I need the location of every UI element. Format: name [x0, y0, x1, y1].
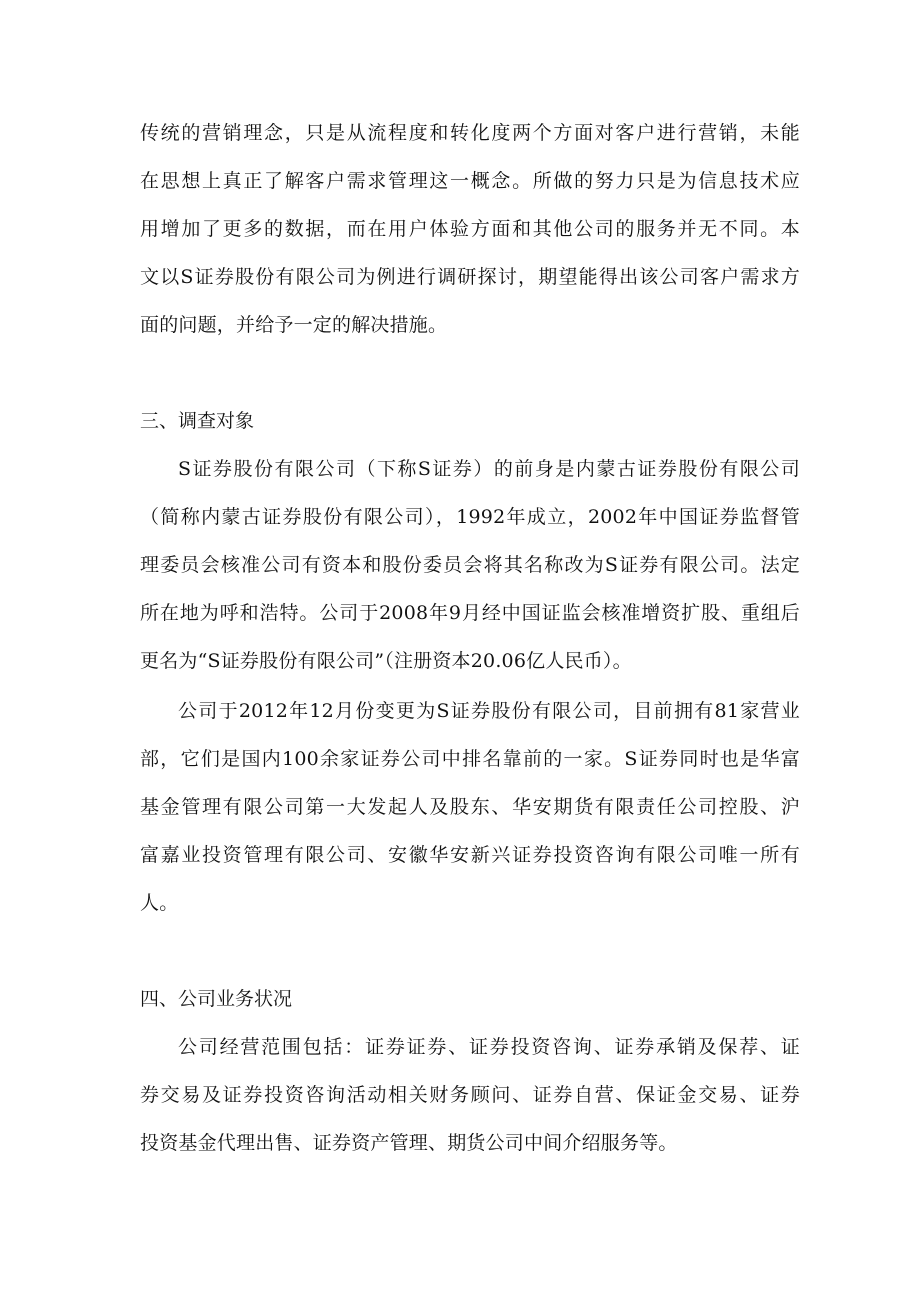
- section3-paragraph1-line: 更名为“S证券股份有限公司”（注册资本20.06亿人民币）。: [140, 650, 632, 672]
- section4-paragraph1-line: 券交易及证券投资咨询活动相关财务顾问、证券自营、保证金交易、证券: [140, 1084, 800, 1106]
- intro-paragraph-line: 在思想上真正了解客户需求管理这一概念。所做的努力只是为信息技术应: [140, 170, 800, 192]
- intro-paragraph-line: 面的问题，并给予一定的解决措施。: [140, 314, 448, 336]
- section-heading-survey-object: 三、调查对象: [140, 410, 255, 432]
- section3-paragraph1-line: 所在地为呼和浩特。公司于2008年9月经中国证监会核准增资扩股、重组后: [140, 602, 800, 624]
- section-heading-business-status: 四、公司业务状况: [140, 988, 293, 1010]
- intro-paragraph-line: 文以S证券股份有限公司为例进行调研探讨，期望能得出该公司客户需求方: [140, 266, 800, 288]
- intro-paragraph-line: 用增加了更多的数据，而在用户体验方面和其他公司的服务并无不同。本: [140, 218, 800, 240]
- section3-paragraph2-line: 部，它们是国内100余家证券公司中排名靠前的一家。S证券同时也是华富: [140, 748, 800, 770]
- section3-paragraph2-line: 人。: [140, 892, 179, 914]
- section4-paragraph1-line: 公司经营范围包括：证券证券、证券投资咨询、证券承销及保荐、证: [178, 1036, 800, 1058]
- section3-paragraph2-line: 公司于2012年12月份变更为S证券股份有限公司，目前拥有81家营业: [178, 700, 800, 722]
- section3-paragraph2-line: 富嘉业投资管理有限公司、安徽华安新兴证券投资咨询有限公司唯一所有: [140, 844, 800, 866]
- intro-paragraph-line: 传统的营销理念，只是从流程度和转化度两个方面对客户进行营销，未能: [140, 122, 800, 144]
- section3-paragraph1-line: 理委员会核准公司有资本和股份委员会将其名称改为S证券有限公司。法定: [140, 554, 800, 576]
- section4-paragraph1-line: 投资基金代理出售、证券资产管理、期货公司中间介绍服务等。: [140, 1132, 678, 1154]
- section3-paragraph2-line: 基金管理有限公司第一大发起人及股东、华安期货有限责任公司控股、沪: [140, 796, 800, 818]
- section3-paragraph1-line: （简称内蒙古证券股份有限公司），1992年成立，2002年中国证券监督管: [140, 506, 800, 528]
- section3-paragraph1-line: S证券股份有限公司（下称S证券）的前身是内蒙古证券股份有限公司: [178, 458, 800, 480]
